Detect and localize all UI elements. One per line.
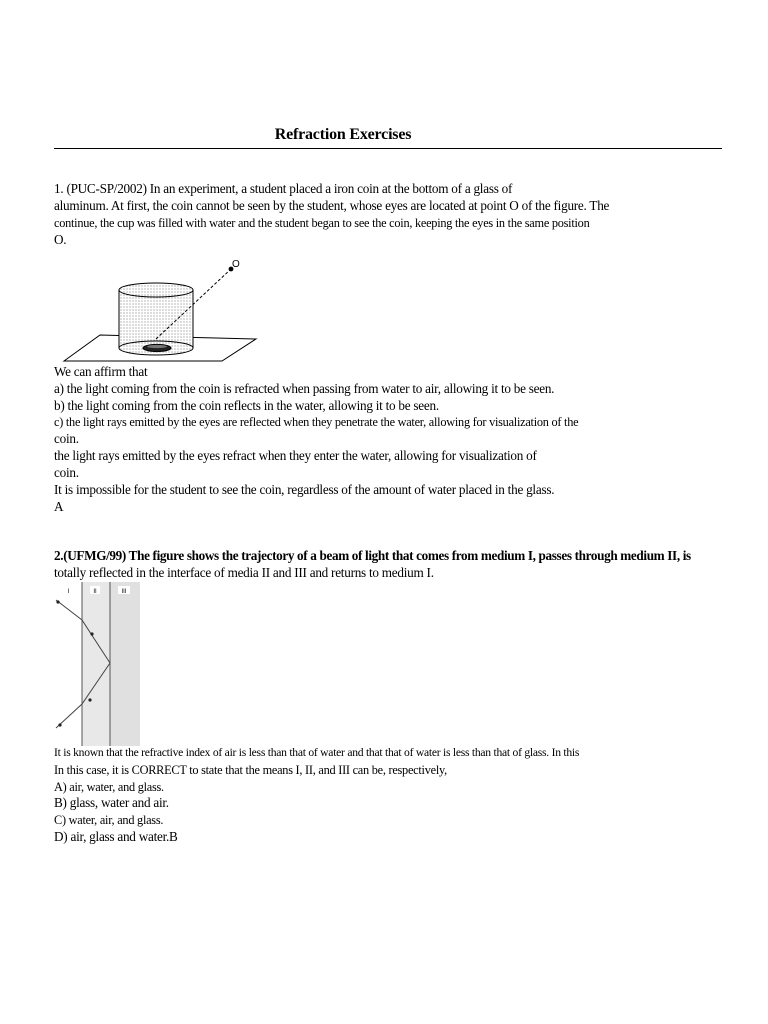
medium-label-i: I: [67, 589, 70, 595]
q2-option-c: C) water, air, and glass.: [54, 813, 164, 827]
glass-body: [119, 290, 193, 348]
q1-option-d: the light rays emitted by the eyes refract when they enter the water, allowing for visualization of: [54, 448, 537, 463]
glass-rim: [119, 283, 193, 297]
page-title: Refraction Exercises: [274, 126, 412, 143]
q1-option-c-cont: coin.: [54, 431, 79, 446]
q1-answer: A: [54, 499, 64, 514]
point-o-label: O: [232, 259, 240, 270]
q1-line-4: O.: [54, 232, 67, 247]
q1-line-1: 1. (PUC-SP/2002) In an experiment, a student placed a iron coin at the bottom of a glass of: [54, 181, 513, 196]
q1-line-2: aluminum. At first, the coin cannot be seen by the student, whose eyes are located at point O of the figure. The: [54, 198, 610, 213]
q2-option-b: B) glass, water and air.: [54, 795, 169, 810]
medium-ii: [82, 582, 110, 746]
q1-option-c: c) the light rays emitted by the eyes are reflected when they penetrate the water, allowing for visualization of the: [54, 415, 579, 429]
q1-option-a: a) the light coming from the coin is refracted when passing from water to air, allowing it to be seen.: [54, 381, 555, 396]
q2-case: In this case, it is CORRECT to state that the means I, II, and III can be, respectively,: [54, 763, 447, 777]
q2-line-2: totally reflected in the interface of media II and III and returns to medium I.: [54, 565, 434, 580]
q1-affirm: We can affirm that: [54, 364, 148, 379]
medium-iii: [110, 582, 140, 746]
title-underline: [54, 148, 722, 149]
q2-figure-light-path: [54, 582, 142, 746]
medium-label-iii: III: [121, 589, 127, 595]
medium-label-ii: II: [93, 589, 97, 595]
q1-option-d-cont: coin.: [54, 465, 79, 480]
q1-option-b: b) the light coming from the coin reflects in the water, allowing it to be seen.: [54, 398, 439, 413]
q1-line-3: continue, the cup was filled with water and the student began to see the coin, keeping the eyes in the same position: [54, 216, 590, 230]
q1-option-e: It is impossible for the student to see the coin, regardless of the amount of water placed in the glass.: [54, 482, 555, 497]
q2-option-d: D) air, glass and water.B: [54, 829, 178, 844]
q2-option-a: A) air, water, and glass.: [54, 780, 164, 794]
q1-figure-glass-coin: [60, 255, 260, 365]
q2-known: It is known that the refractive index of air is less than that of water and that that of water is less than that of glass. In this: [54, 746, 580, 759]
q2-line-1: 2.(UFMG/99) The figure shows the trajectory of a beam of light that comes from medium I, passes through medium II, is: [54, 548, 691, 563]
